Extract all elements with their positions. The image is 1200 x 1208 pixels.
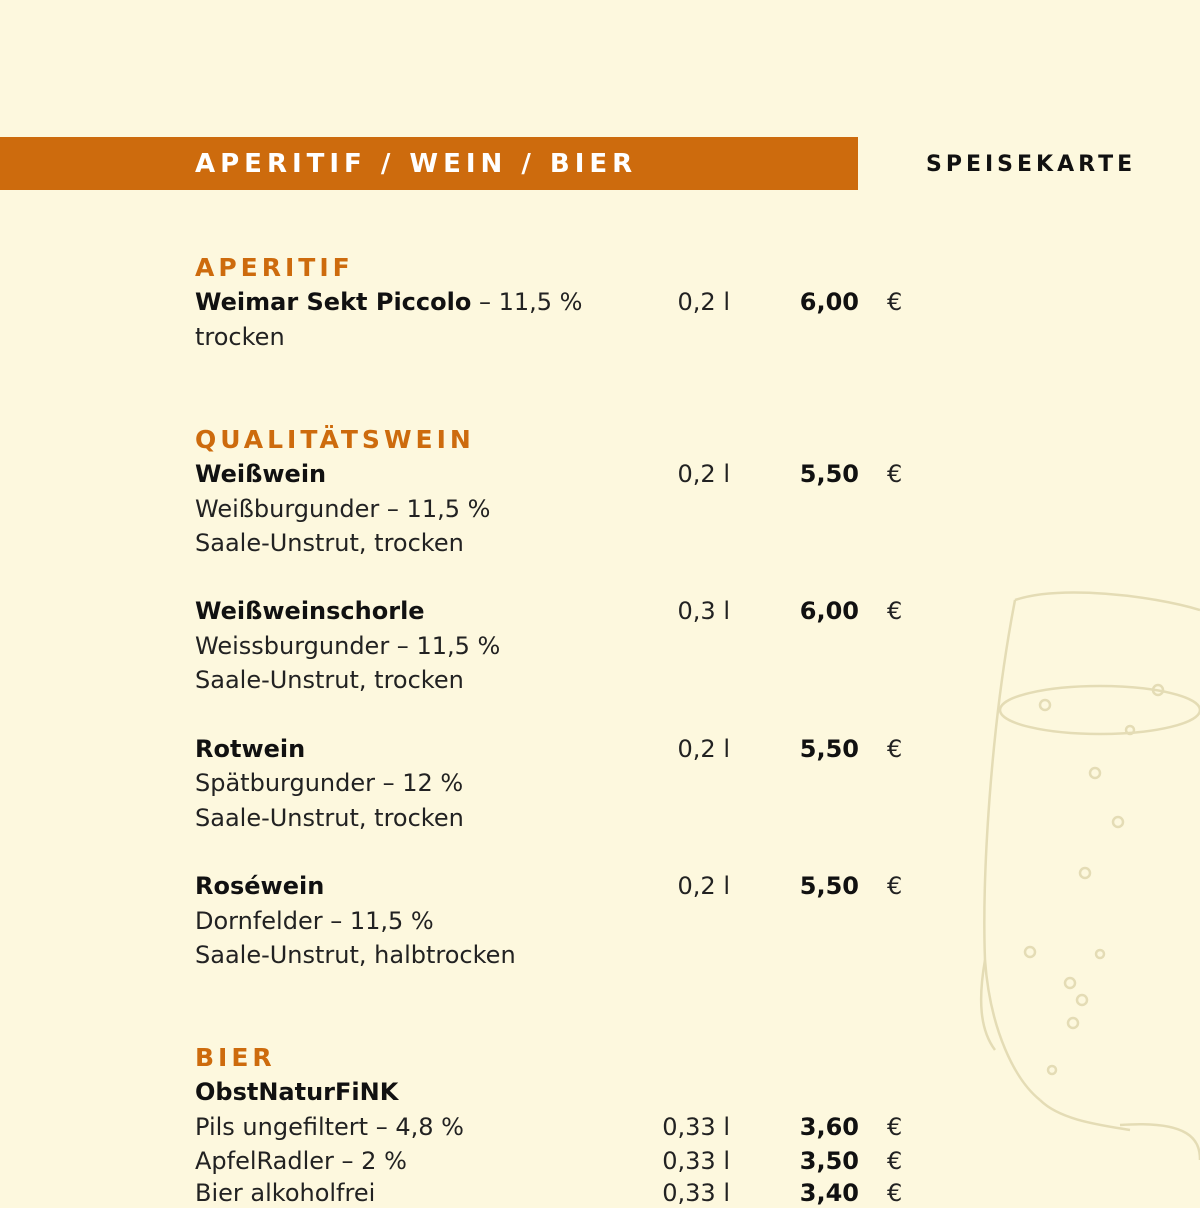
item-volume: 0,33 l — [662, 1147, 730, 1175]
item-region: Saale-Unstrut, trocken — [195, 804, 464, 832]
menu-item-name: Pils ungefiltert – 4,8 % — [195, 1113, 464, 1141]
item-description: Weissburgunder – 11,5 % — [195, 632, 501, 660]
menu-item-name: Weimar Sekt Piccolo – 11,5 % — [195, 288, 583, 316]
item-currency: € — [887, 1113, 903, 1141]
item-volume: 0,2 l — [677, 735, 730, 763]
item-volume: 0,33 l — [662, 1113, 730, 1141]
item-region: Saale-Unstrut, trocken — [195, 529, 464, 557]
item-volume: 0,33 l — [662, 1179, 730, 1207]
menu-item-name: Weißwein — [195, 460, 327, 488]
item-currency: € — [887, 288, 903, 316]
menu-item-name: Bier alkoholfrei — [195, 1179, 376, 1207]
menu-item-name: Weißweinschorle — [195, 597, 425, 625]
item-currency: € — [887, 872, 903, 900]
item-volume: 0,2 l — [677, 460, 730, 488]
item-price: 3,40 — [799, 1179, 859, 1207]
item-currency: € — [887, 460, 903, 488]
item-currency: € — [887, 1179, 903, 1207]
item-price: 5,50 — [799, 735, 859, 763]
item-price: 5,50 — [799, 460, 859, 488]
item-volume: 0,2 l — [677, 872, 730, 900]
beer-brand: ObstNaturFiNK — [195, 1078, 399, 1106]
champagne-glass-icon — [960, 580, 1200, 1200]
menu-item-name: Rotwein — [195, 735, 306, 763]
item-region: Saale-Unstrut, halbtrocken — [195, 941, 516, 969]
section-title-wein: QUALITÄTSWEIN — [195, 425, 475, 454]
menu-title: SPEISEKARTE — [926, 152, 1137, 177]
section-title-aperitif: APERITIF — [195, 253, 354, 282]
item-currency: € — [887, 735, 903, 763]
item-price: 6,00 — [799, 597, 859, 625]
item-currency: € — [887, 1147, 903, 1175]
item-currency: € — [887, 597, 903, 625]
section-title-bier: BIER — [195, 1043, 276, 1072]
item-region: Saale-Unstrut, trocken — [195, 666, 464, 694]
item-volume: 0,3 l — [677, 597, 730, 625]
item-description: Weißburgunder – 11,5 % — [195, 495, 491, 523]
item-description: trocken — [195, 323, 285, 351]
item-description: Dornfelder – 11,5 % — [195, 907, 434, 935]
banner-title: APERITIF / WEIN / BIER — [195, 149, 638, 179]
item-price: 3,60 — [799, 1113, 859, 1141]
item-description: Spätburgunder – 12 % — [195, 769, 464, 797]
item-price: 3,50 — [799, 1147, 859, 1175]
item-volume: 0,2 l — [677, 288, 730, 316]
item-price: 5,50 — [799, 872, 859, 900]
item-price: 6,00 — [799, 288, 859, 316]
menu-item-name: ApfelRadler – 2 % — [195, 1147, 407, 1175]
menu-item-name: Roséwein — [195, 872, 325, 900]
